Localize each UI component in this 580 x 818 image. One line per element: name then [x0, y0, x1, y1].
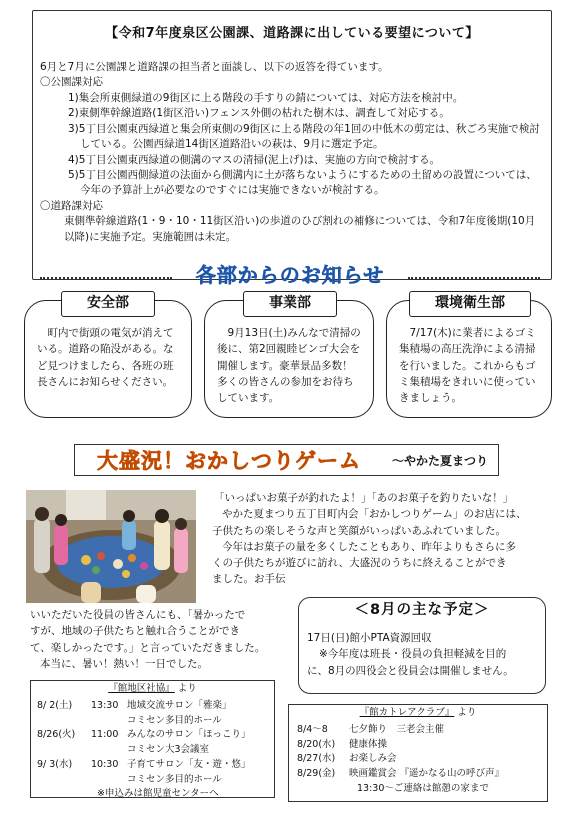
card-text: 7/17(木)に業者によるゴミ集積場の高圧洗浄による清掃を行いました。これからもゴミ集積場をきれいに使っていきましょう。: [399, 327, 536, 405]
festival-photo-image: [26, 490, 196, 603]
event-time: 10:30: [91, 758, 119, 770]
event-name: 子育てサロン「友・遊・悠」: [127, 758, 251, 770]
festival-banner-subtitle: ～やかた夏まつり: [391, 454, 488, 468]
notice-card-environment: [386, 295, 552, 418]
list-item: [297, 723, 543, 738]
card-title: 事業部: [243, 291, 337, 317]
katorea-header-name: 『館カトレアクラブ』: [359, 707, 455, 718]
festival-banner: [74, 444, 499, 476]
event-name: お楽しみ会: [349, 753, 397, 765]
festival-banner-title: 大盛況！おかしつりゲーム: [97, 449, 361, 473]
text-line: くの子供たちが遊びに訪れ、大盛況のうちに終えることができ: [212, 557, 507, 570]
text-line: いいただいた役員の皆さんにも、「暑かったで: [30, 609, 246, 621]
festival-paragraph-2: [30, 607, 292, 672]
card-title: 環境衛生部: [409, 291, 531, 317]
event-date: 8/20(水): [297, 738, 336, 750]
event-date: 8/26(火): [37, 729, 76, 741]
shakyo-header-suffix: より: [177, 683, 197, 694]
shakyo-box: [30, 680, 275, 798]
park-item: 2)東側準幹線道路(1街区沿い)フェンス外側の枯れた樹木は、調査して対応する。: [68, 107, 450, 120]
list-item: [37, 728, 270, 743]
park-item: 3)5丁目公園東西緑道と集会所東側の9街区に上る階段の年1回の中低木の剪定は、秋ごろ実施で検討している。公園西緑道14街区道路沿いの萩は、9月に選定予定。: [68, 122, 540, 151]
event-date: 8/4～8: [297, 724, 328, 735]
dotted-divider: [40, 277, 172, 279]
list-item: [297, 752, 543, 767]
katorea-list: [297, 723, 543, 797]
shakyo-header-name: 『館地区社協』: [108, 683, 175, 694]
event-date: 9/ 3(水): [37, 758, 73, 770]
katorea-header-suffix: より: [457, 707, 477, 718]
event-date: 8/29(金): [297, 768, 336, 780]
list-item: コミセン大3会議室: [127, 744, 210, 756]
text-line: 子供たちの楽しそうな声と笑顔がいっぱいあふれていました。: [212, 524, 506, 537]
text-line: やかた夏まつり五丁目町内会「おかしつりゲーム」のお店には、: [222, 508, 527, 521]
text-line: 今年はお菓子の量を多くしたこともあり、昨年よりもさらに多: [222, 540, 516, 553]
event-name: 七夕飾り 三老会主催: [349, 724, 445, 735]
section-header: [40, 262, 540, 292]
schedule-note: に、8月の四役会と役員会は開催しません。: [307, 664, 514, 677]
event-date: 8/ 2(土): [37, 700, 73, 711]
schedule-title: ＜8月の主な予定＞: [354, 602, 490, 618]
requests-body: [32, 60, 552, 245]
event-name: 映画鑑賞会 『遥かなる山の呼び声』: [349, 768, 505, 780]
shakyo-header: [31, 683, 274, 696]
road-heading: 〇道路課対応: [40, 199, 103, 212]
park-item: 4)5丁目公園東西緑道の側溝のマスの清掃(泥上げ)は、実施の方向で検討する。: [68, 153, 441, 166]
section-title: 各部からのお知らせ: [195, 263, 385, 287]
notice-card-safety: [24, 295, 192, 418]
schedule-item: 17日(日)館小PTA資源回収: [307, 632, 432, 644]
park-item: 1)集会所東側緑道の9街区に上る階段の手すりの錆については、対応方法を検討中。: [68, 91, 464, 104]
event-name: 地域交流サロン「雅楽」: [127, 700, 232, 711]
event-date: 8/27(水): [297, 753, 336, 765]
katorea-header: [289, 707, 547, 720]
text-line: て、楽しかったです。」と言っていただきました。: [30, 641, 266, 654]
list-item: 13:30～ご連絡は館憩の家まで: [357, 782, 489, 794]
list-item: [297, 738, 543, 753]
festival-photo: [26, 490, 196, 603]
text-line: 「いっぱいお菓子が釣れたよ！」「あのお菓子を釣りたいな！」: [214, 492, 514, 504]
list-item: コミセン多目的ホール: [127, 773, 222, 785]
list-item: [37, 758, 270, 773]
schedule-note: ※今年度は班長・役員の負担軽減を目的: [319, 648, 507, 661]
list-item: [297, 767, 543, 782]
event-time: 13:30: [91, 700, 119, 711]
event-name: みんなのサロン「ほっこり」: [127, 729, 251, 741]
event-name: 健康体操: [349, 738, 388, 750]
event-time: 11:00: [91, 729, 119, 741]
text-line: すが、地域の子供たちと触れ合うことができ: [30, 625, 240, 638]
park-item: 5)5丁目公園西側緑道の法面から側溝内に土が落ちないようにするための土留めの設置については、今年の予算計上が必要なのですぐには実施できないが検討する。: [68, 168, 537, 197]
card-text: 町内で街頭の電気が消えている。道路の陥没がある。など見つけましたら、各班の班長さんにお知らせください。: [37, 327, 174, 388]
festival-paragraph-1: [208, 490, 553, 588]
card-title: 安全部: [61, 291, 155, 317]
notice-card-events: [204, 295, 374, 418]
text-line: ました。お手伝: [212, 573, 286, 586]
dotted-divider: [408, 277, 540, 279]
august-schedule-box: [298, 597, 546, 694]
shakyo-note: ※申込みは館児童センターへ: [97, 788, 219, 800]
list-item: [37, 699, 270, 714]
park-heading: 〇公園課対応: [40, 76, 103, 89]
katorea-box: [288, 704, 548, 802]
card-text: 9月13日(土)みんなで清掃の後に、第2回親睦ビンゴ大会を開催します。豪華景品多数！多くの皆さんの参加をお待ちしています。: [217, 327, 361, 405]
road-item: 東側準幹線道路(1・9・10・11街区沿い)の歩道のひび割れの補修については、令和7年度後期(10月以降)に実施予定。実施範囲は未定。: [64, 215, 536, 243]
requests-intro: 6月と7月に公園課と道路課の担当者と面談し、以下の返答を得ています。: [40, 61, 389, 73]
requests-title: 【令和7年度泉区公園課、道路課に出している要望について】: [105, 26, 479, 41]
list-item: コミセン多目的ホール: [127, 714, 222, 726]
schedule-body: [307, 630, 539, 679]
shakyo-list: [37, 699, 270, 802]
text-line: 本当に、暑い！熱い！一日でした。: [40, 657, 208, 670]
